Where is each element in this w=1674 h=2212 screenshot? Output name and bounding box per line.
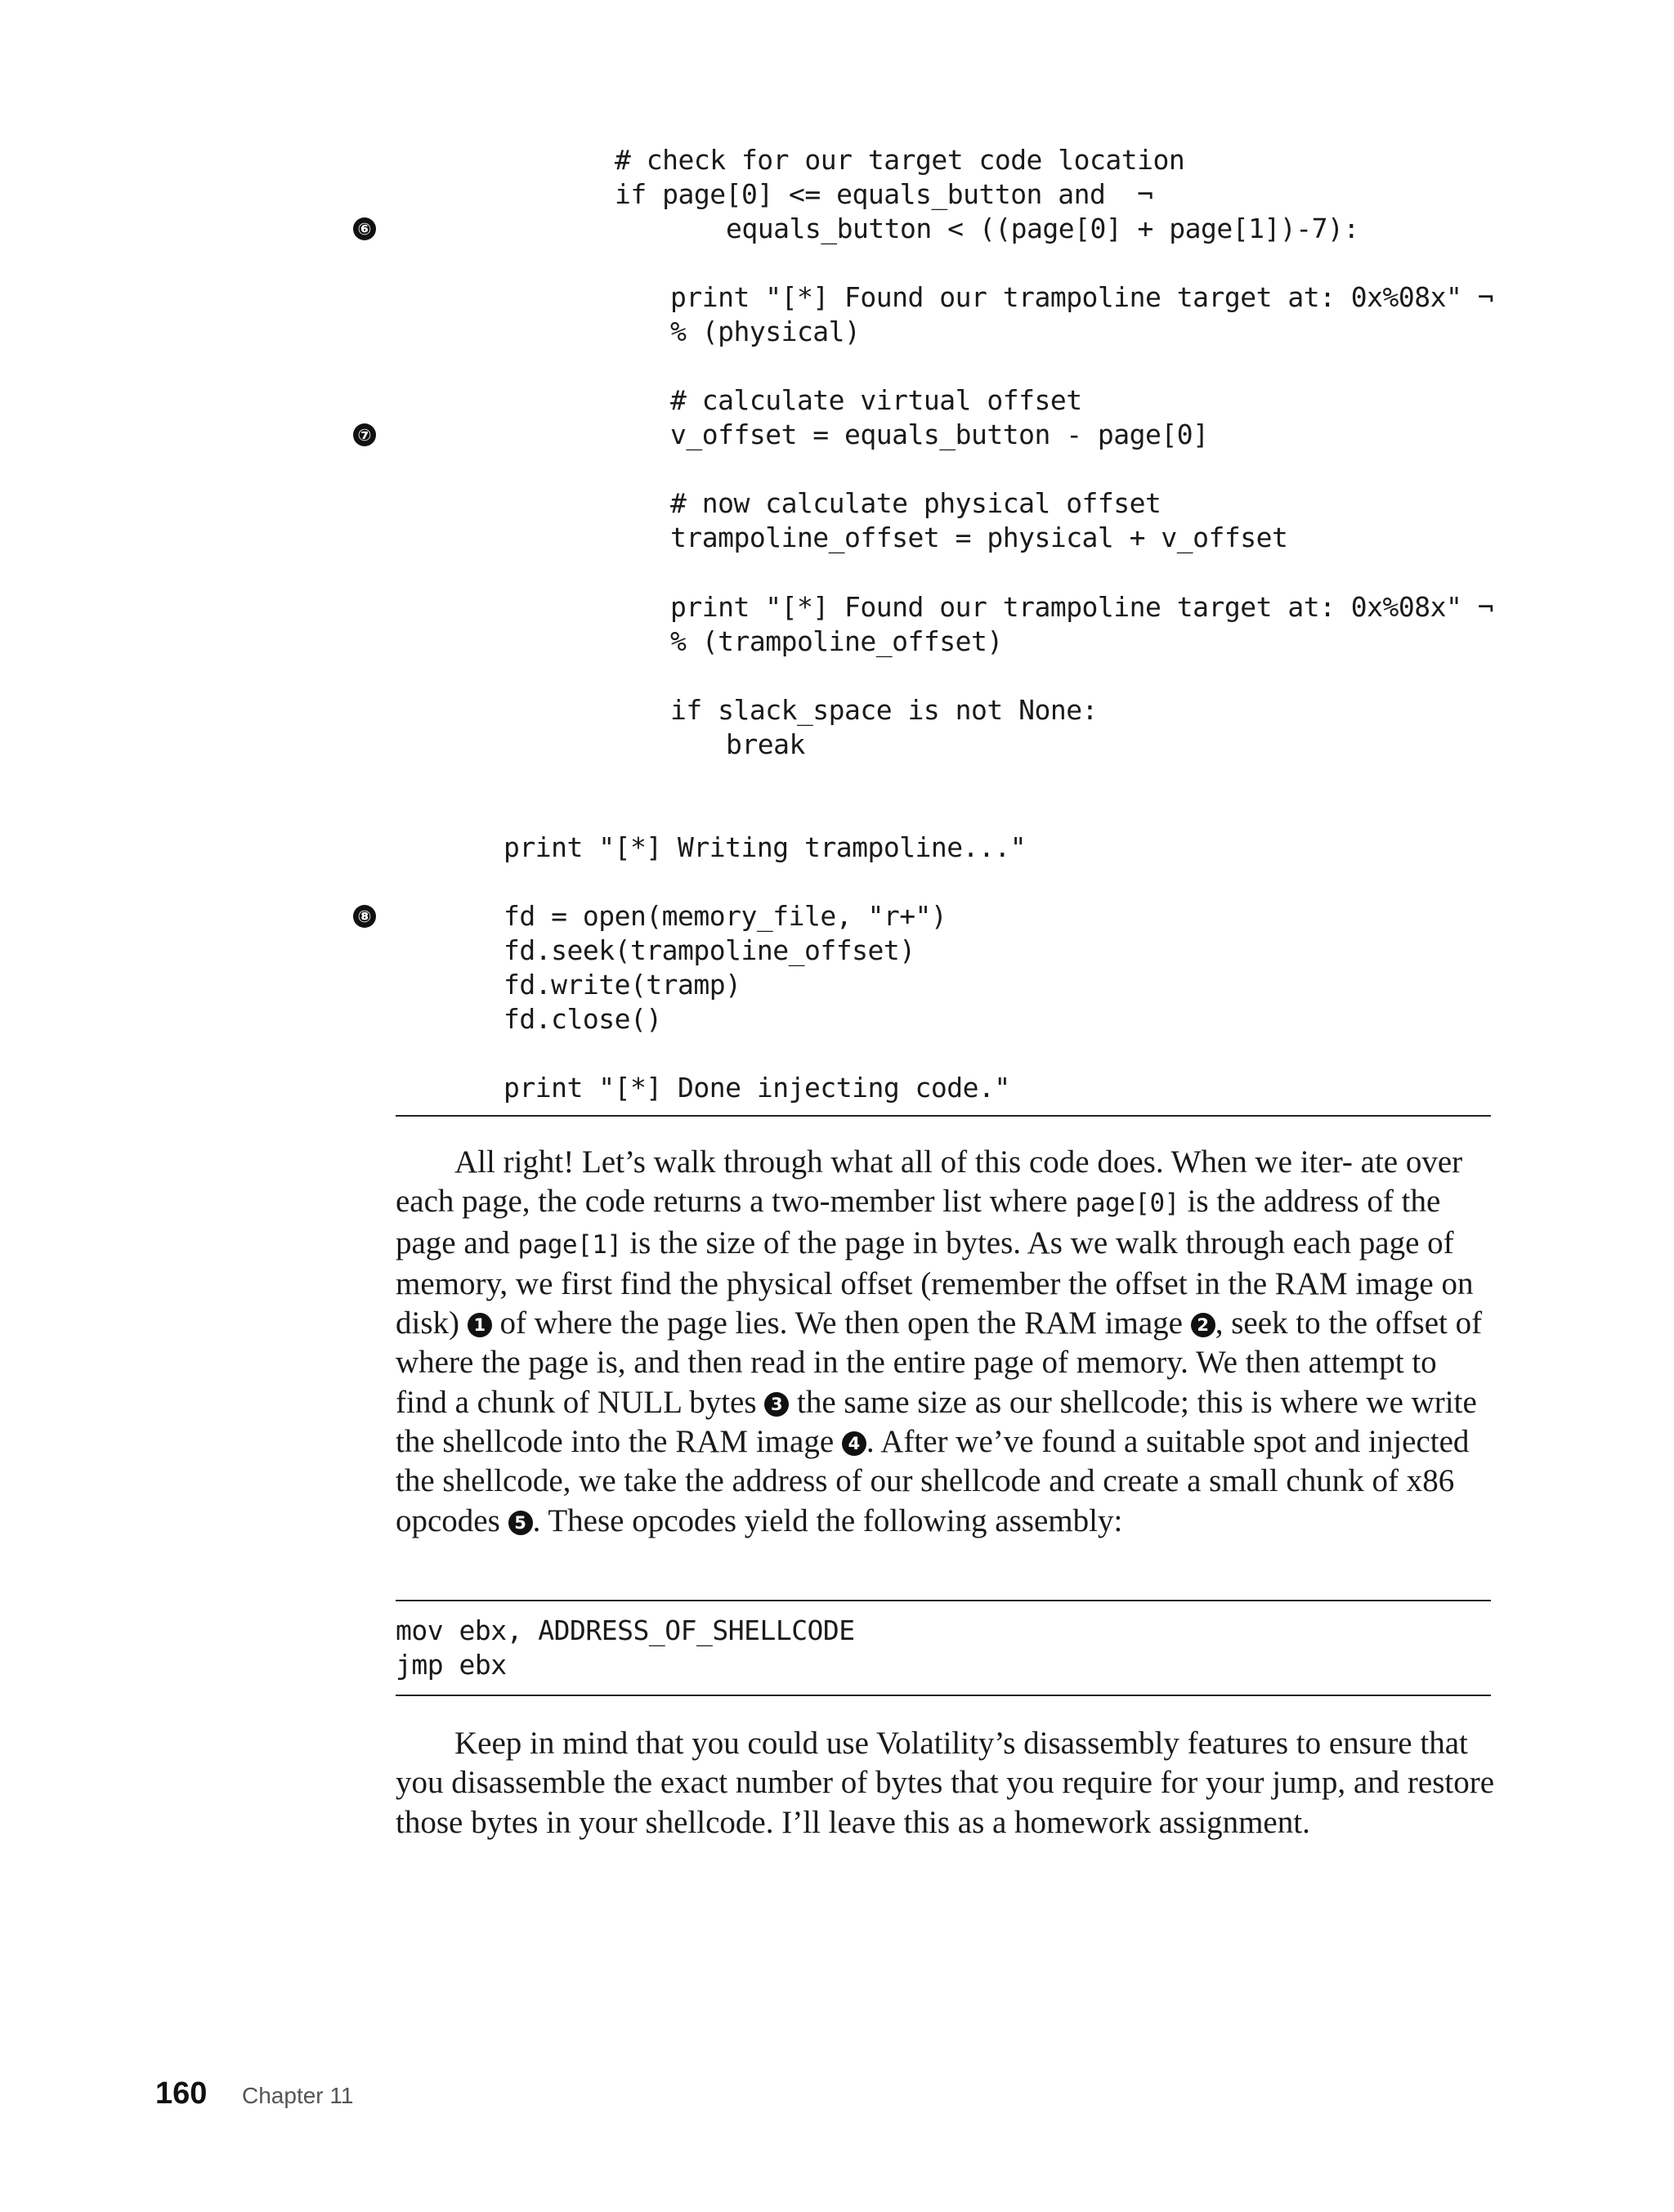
code-bottom-rule [396,1115,1491,1117]
inline-code: page[0] [1075,1189,1179,1219]
asm-bottom-rule [396,1695,1491,1696]
code-line: print "[*] Found our trampoline target at: 0x%08x" ¬ [670,281,1494,313]
callout-marker: 1 [468,1313,492,1337]
chapter-label: Chapter 11 [242,2083,354,2108]
code-line: # calculate virtual offset [670,384,1082,416]
callout-marker: 5 [508,1511,533,1535]
asm-top-rule [396,1600,1491,1601]
code-line: # check for our target code location [615,144,1185,176]
callout-marker: 3 [764,1392,789,1417]
inline-code: page[1] [517,1229,622,1260]
code-line: v_offset = equals_button - page[0] [670,419,1209,450]
callout-marker: ⑥ [353,217,376,240]
callout-marker: ⑦ [353,423,376,446]
code-line: trampoline_offset = physical + v_offset [670,522,1288,553]
asm-line: mov ebx, ADDRESS_OF_SHELLCODE [396,1614,855,1646]
code-line: if slack_space is not None: [670,694,1098,726]
code-line: % (trampoline_offset) [670,625,1003,657]
code-line: print "[*] Found our trampoline target at: 0x%08x" ¬ [670,591,1494,623]
code-line: fd.write(tramp) [504,969,741,1001]
code-line: if page[0] <= equals_button and ¬ [615,178,1153,210]
code-line: fd.seek(trampoline_offset) [504,934,915,966]
callout-marker: ⑧ [353,905,376,928]
body-paragraph: Keep in mind that you could use Volatility’s disassembly features to ensure that you disassemble the exact number of bytes that you require for your jump, and restore those bytes in your shellcode. I’ll leave this as a homework assignment. [396,1726,1495,1840]
page-number: 160 [155,2076,208,2111]
callout-marker: 2 [1191,1313,1215,1337]
code-line: fd.close() [504,1003,662,1035]
code-line: print "[*] Writing trampoline..." [504,831,1027,863]
code-line: equals_button < ((page[0] + page[1])-7): [726,213,1359,244]
body-paragraph: All right! Let’s walk through what all of this code does. When we iter- ate over each page, the code returns a two-member list where page[0] is the address of the page and page[1] is the size of the page in bytes. As we walk through each page of memory, we first find the physical offset (remember the offset in the RAM image on disk) 1 of where the page lies. We then open the RAM image 2 , seek to the offset of where the page is, and then read in the entire page of memory. We then attempt to find a chunk of NULL bytes 3 the same size as our shellcode; this is where we write the shellcode into the RAM image 4 . After we’ve found a suitable spot and injected the shellcode, we take the address of our shellcode and create a small chunk of x86 opcodes 5 . These opcodes yield the following assembly: [396,1144,1483,1538]
callout-marker: 4 [842,1431,866,1456]
code-line: # now calculate physical offset [670,487,1162,519]
code-line: % (physical) [670,316,861,347]
code-line: print "[*] Done injecting code." [504,1072,1010,1104]
code-line: fd = open(memory_file, "r+") [504,900,947,932]
asm-line: jmp ebx [396,1649,507,1681]
code-line: break [726,728,805,760]
